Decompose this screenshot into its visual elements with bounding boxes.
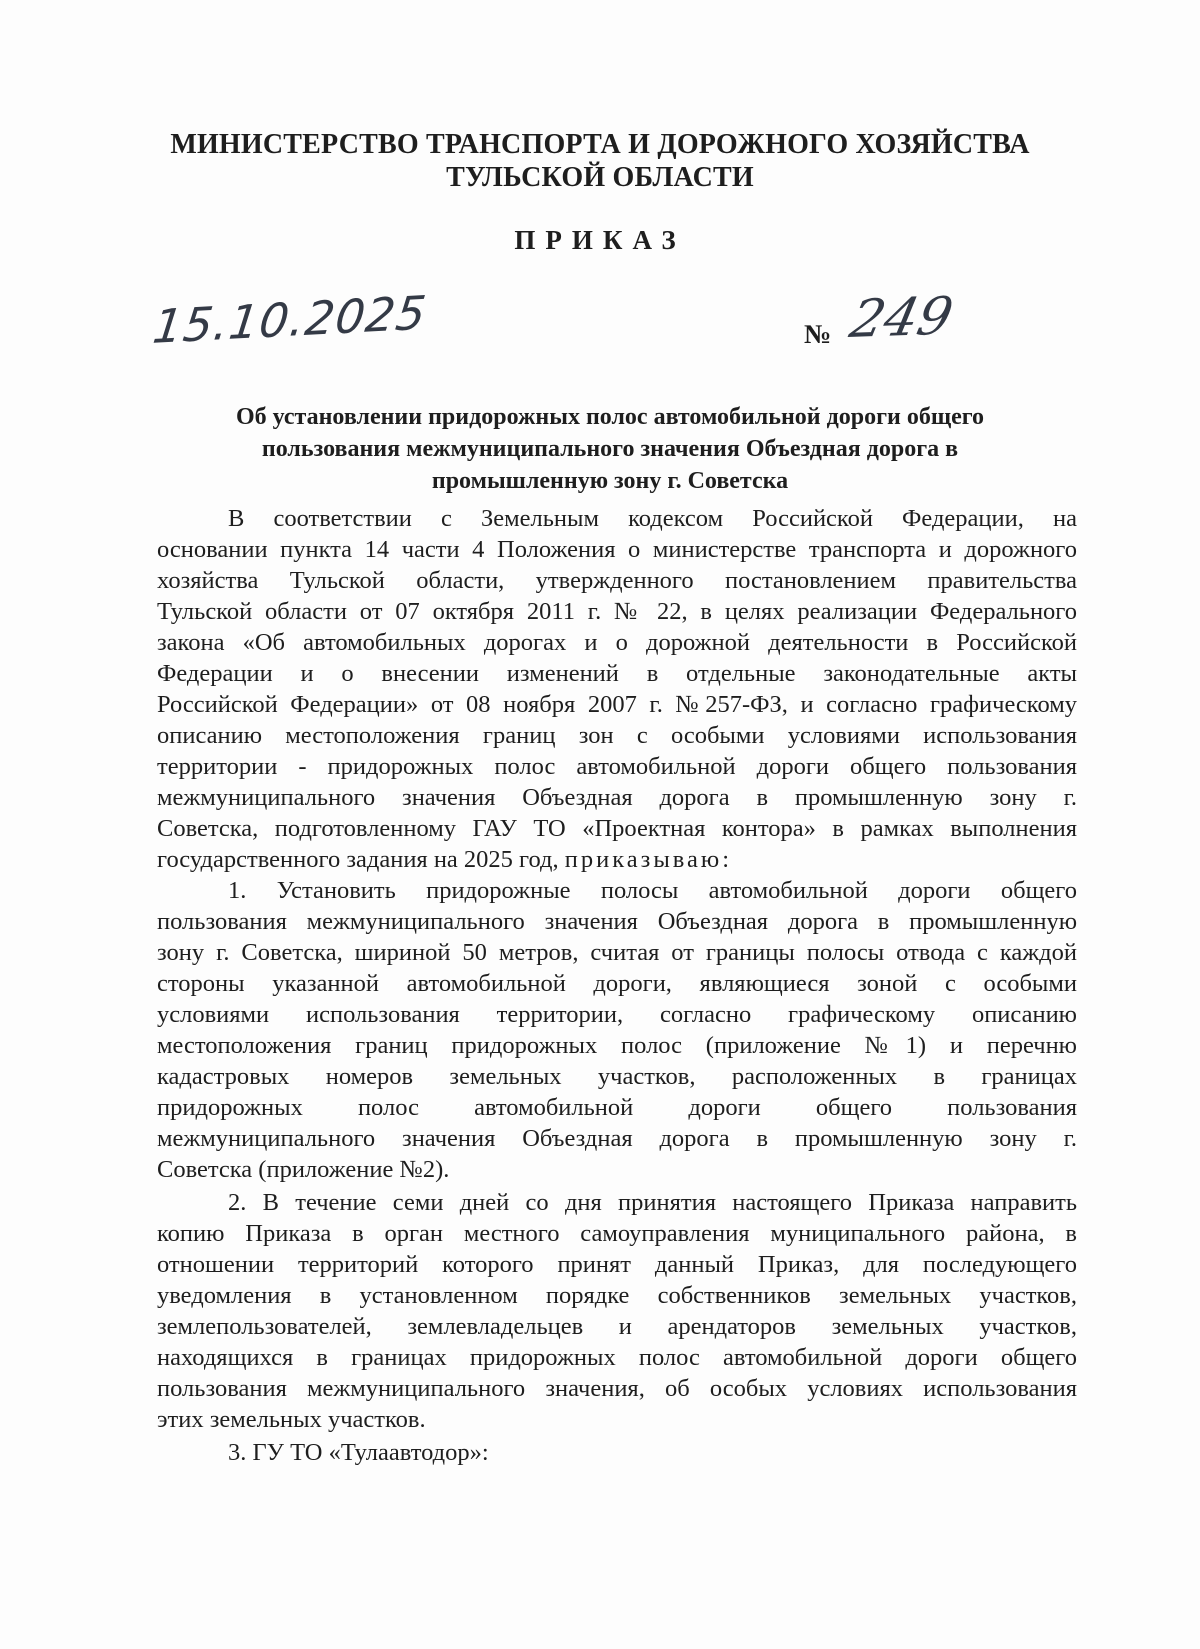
item1-line: стороны указанной автомобильной дороги, являющиеся зоной с особыми bbox=[157, 970, 1077, 997]
item2-line: пользования межмуниципального значения, об особых условиях использования bbox=[157, 1375, 1077, 1402]
item2-line: отношении территорий которого принят данный Приказ, для последующего bbox=[157, 1251, 1077, 1278]
item1-line: кадастровых номеров земельных участков, расположенных в границах bbox=[157, 1063, 1077, 1090]
document-type-heading: ПРИКАЗ bbox=[514, 225, 686, 255]
handwritten-date: 15.10.2025 bbox=[150, 285, 430, 354]
item2-line: копию Приказа в орган местного самоуправления муниципального района, в bbox=[157, 1220, 1077, 1247]
preamble-line: Тульской области от 07 октября 2011 г. № 22, в целях реализации Федерального bbox=[157, 598, 1077, 625]
order-title-line: пользования межмуниципального значения Объездная дорога в bbox=[261, 436, 959, 462]
item1-line: 1. Установить придорожные полосы автомобильной дороги общего bbox=[228, 877, 1077, 904]
preamble-last-text: государственного задания на 2025 год, bbox=[157, 846, 559, 873]
item2-line: уведомления в установленном порядке собственников земельных участков, bbox=[157, 1282, 1077, 1309]
preamble-line: территории - придорожных полос автомобильной дороги общего пользования bbox=[157, 753, 1077, 780]
item1-line: условиями использования территории, согласно графическому описанию bbox=[157, 1001, 1077, 1028]
preamble-line: основании пункта 14 части 4 Положения о министерстве транспорта и дорожного bbox=[157, 536, 1077, 563]
item1-line: пользования межмуниципального значения Объездная дорога в промышленную bbox=[157, 908, 1077, 935]
item1-line: придорожных полос автомобильной дороги общего пользования bbox=[157, 1094, 1077, 1121]
item1-line: местоположения границ придорожных полос (приложение №1) и перечню bbox=[157, 1032, 1077, 1059]
item1-line: зону г. Советска, шириной 50 метров, считая от границы полосы отвода с каждой bbox=[157, 939, 1077, 966]
preamble-line: межмуниципального значения Объездная дорога в промышленную зону г. bbox=[157, 784, 1077, 811]
order-number-label: № bbox=[804, 319, 832, 349]
ministry-name-line1: МИНИСТЕРСТВО ТРАНСПОРТА И ДОРОЖНОГО ХОЗЯЙСТВА bbox=[170, 129, 1030, 160]
preamble-line: описанию местоположения границ зон с особыми условиями использования bbox=[157, 722, 1077, 749]
preamble-last-line bbox=[157, 844, 1077, 875]
item3-line: 3. ГУ ТО «Тулаавтодор»: bbox=[228, 1439, 489, 1466]
item2-line: находящихся в границах придорожных полос автомобильной дороги общего bbox=[157, 1344, 1077, 1371]
item2-line: землепользователей, землевладельцев и арендаторов земельных участков, bbox=[157, 1313, 1077, 1340]
item2-line: 2. В течение семи дней со дня принятия настоящего Приказа направить bbox=[228, 1189, 1077, 1216]
order-title-line: промышленную зону г. Советска bbox=[431, 468, 789, 494]
preamble-line: Советска, подготовленному ГАУ ТО «Проектная контора» в рамках выполнения bbox=[157, 815, 1077, 842]
handwritten-order-number: 249 bbox=[845, 286, 958, 350]
preamble-line: Российской Федерации» от 08 ноября 2007 г. №257-ФЗ, и согласно графическому bbox=[157, 691, 1077, 718]
order-word: приказываю: bbox=[564, 846, 733, 873]
item2-line: этих земельных участков. bbox=[157, 1406, 426, 1433]
preamble-line: Федерации и о внесении изменений в отдельные законодательные акты bbox=[157, 660, 1077, 687]
preamble-line: хозяйства Тульской области, утвержденного постановлением правительства bbox=[157, 567, 1077, 594]
order-title-line: Об установлении придорожных полос автомобильной дороги общего bbox=[235, 404, 985, 430]
preamble-line: закона «Об автомобильных дорогах и о дорожной деятельности в Российской bbox=[157, 629, 1077, 656]
preamble-line: В соответствии с Земельным кодексом Российской Федерации, на bbox=[228, 505, 1077, 532]
ministry-name-line2: ТУЛЬСКОЙ ОБЛАСТИ bbox=[446, 162, 754, 193]
item1-line: Советска (приложение №2). bbox=[157, 1156, 450, 1183]
item1-line: межмуниципального значения Объездная дорога в промышленную зону г. bbox=[157, 1125, 1077, 1152]
